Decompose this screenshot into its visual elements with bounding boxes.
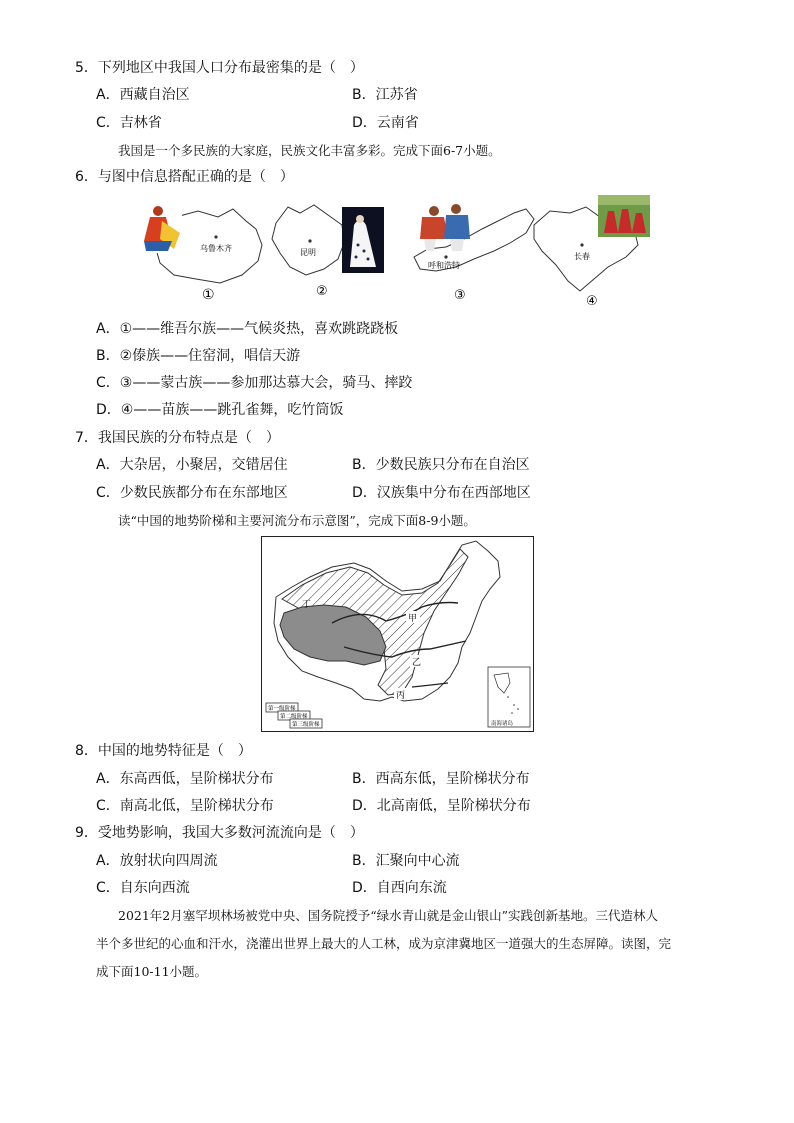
q5-option-c: C．吉林省 <box>96 115 162 131</box>
label-yi: 乙 <box>412 658 422 668</box>
province-maps-figure <box>138 195 668 307</box>
label-bing: 丙 <box>396 691 406 701</box>
label-ding: 丁 <box>302 600 312 610</box>
q9-option-b: B．汇聚向中心流 <box>352 853 460 869</box>
intro-8-9: 读“中国的地势阶梯和主要河流分布示意图”，完成下面8-9小题。 <box>118 513 476 528</box>
map2-city: 昆明 <box>300 248 316 257</box>
q7-option-b: B．少数民族只分布在自治区 <box>352 457 530 473</box>
q8-option-d: D．北高南低，呈阶梯状分布 <box>352 798 531 814</box>
q5-option-d: D．云南省 <box>352 115 419 131</box>
map4-city: 长春 <box>574 252 590 261</box>
q8-option-b: B．西高东低，呈阶梯状分布 <box>352 771 530 787</box>
q6-option-a: A．①——维吾尔族——气候炎热，喜欢跳跷跷板 <box>96 321 399 337</box>
q5-option-b: B．江苏省 <box>352 87 418 103</box>
map1-city: 乌鲁木齐 <box>200 244 232 253</box>
q8-option-a: A．东高西低，呈阶梯状分布 <box>96 771 274 787</box>
q9-option-d: D．自西向东流 <box>352 880 447 896</box>
q6-option-b: B．②傣族——住窑洞，唱信天游 <box>96 348 301 364</box>
intro-6-7: 我国是一个多民族的大家庭，民族文化丰富多彩。完成下面6-7小题。 <box>118 143 501 158</box>
uyghur-dancer-image <box>140 205 182 253</box>
q6-option-d: D．④——苗族——跳孔雀舞，吃竹筒饭 <box>96 402 344 418</box>
map-xinjiang <box>140 205 262 303</box>
mongolian-wrestlers-image <box>420 204 470 251</box>
legend-step-3: 第三级阶梯 <box>292 722 320 728</box>
q9-option-a: A．放射状向四周流 <box>96 853 218 869</box>
map4-number: ④ <box>586 294 598 307</box>
map-inner-mongolia <box>414 204 534 303</box>
q7-option-a: A．大杂居，小聚居，交错居住 <box>96 457 288 473</box>
step-legend <box>266 703 322 728</box>
map3-city: 呼和浩特 <box>428 261 460 270</box>
label-jia: 甲 <box>408 614 418 624</box>
map3-number: ③ <box>454 288 466 303</box>
q7-option-c: C．少数民族都分布在东部地区 <box>96 485 288 501</box>
q8-stem: 8．中国的地势特征是（ ） <box>75 743 252 759</box>
map-jilin <box>534 195 650 307</box>
inset-label: 南海诸岛 <box>491 721 514 727</box>
q6-stem: 6．与图中信息搭配正确的是（ ） <box>75 169 294 185</box>
miao-dancers-image <box>598 195 650 237</box>
intro-10-11-line1: 2021年2月塞罕坝林场被党中央、国务院授予“绿水青山就是金山银山”实践创新基地。三代造林人 <box>118 908 659 923</box>
map-yunnan <box>272 205 384 299</box>
peacock-dancer-image <box>342 207 384 273</box>
q5-option-a: A．西藏自治区 <box>96 87 190 103</box>
map1-number: ① <box>202 287 215 303</box>
q5-stem: 5．下列地区中我国人口分布最密集的是（ ） <box>75 60 364 76</box>
south-china-sea-inset <box>488 667 530 727</box>
legend-step-2: 第二级阶梯 <box>280 714 308 720</box>
intro-10-11-line2: 半个多世纪的心血和汗水，浇灌出世界上最大的人工林，成为京津冀地区一道强大的生态屏障。读图，完 <box>96 936 672 951</box>
legend-step-1: 第一级阶梯 <box>268 706 296 712</box>
q8-option-c: C．南高北低，呈阶梯状分布 <box>96 798 274 814</box>
map2-number: ② <box>316 284 328 299</box>
q9-stem: 9．受地势影响，我国大多数河流流向是（ ） <box>75 825 364 841</box>
q6-option-c: C．③——蒙古族——参加那达慕大会，骑马、摔跤 <box>96 375 413 391</box>
intro-10-11-line3: 成下面10-11小题。 <box>96 964 208 979</box>
china-terrain-map <box>261 536 534 732</box>
q7-stem: 7．我国民族的分布特点是（ ） <box>75 430 280 446</box>
q7-option-d: D．汉族集中分布在西部地区 <box>352 485 531 501</box>
q9-option-c: C．自东向西流 <box>96 880 190 896</box>
